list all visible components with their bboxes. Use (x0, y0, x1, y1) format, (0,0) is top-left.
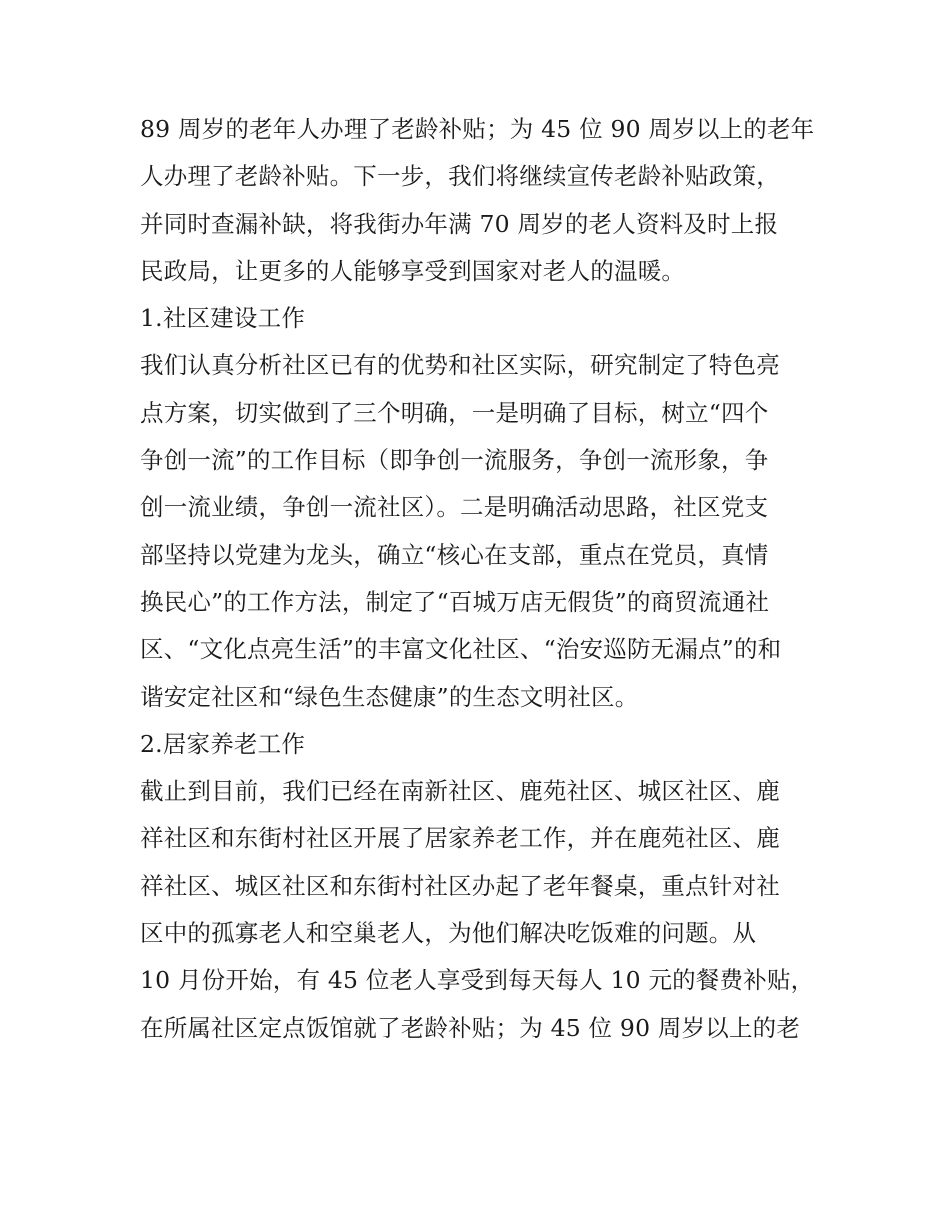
text-line: 创一流业绩，争创一流社区）。二是明确活动思路，社区党支 (140, 493, 769, 522)
text-line: 89 周岁的老年人办理了老龄补贴；为 45 位 90 周岁以上的老年 (140, 115, 815, 143)
text-line: 截止到目前，我们已经在南新社区、鹿苑社区、城区社区、鹿 (140, 777, 780, 806)
section-heading: 1.社区建设工作 (140, 304, 306, 333)
text-line: 区中的孤寡老人和空巢老人，为他们解决吃饭难的问题。从 (140, 919, 757, 948)
section-heading: 2.居家养老工作 (140, 729, 306, 758)
text-line: 民政局，让更多的人能够享受到国家对老人的温暖。 (140, 256, 686, 285)
text-line: 人办理了老龄补贴。下一步，我们将继续宣传老龄补贴政策， (140, 162, 780, 191)
text-line: 祥社区和东街村社区开展了居家养老工作，并在鹿苑社区、鹿 (140, 824, 780, 853)
text-line: 并同时查漏补缺，将我街办年满 70 周岁的老人资料及时上报 (140, 209, 779, 238)
text-line: 部坚持以党建为龙头，确立“核心在支部，重点在党员，真情 (140, 540, 769, 569)
text-line: 祥社区、城区社区和东街村社区办起了老年餐桌，重点针对社 (140, 871, 780, 900)
text-line: 区、“文化点亮生活”的丰富文化社区、“治安巡防无漏点”的和 (140, 635, 782, 664)
text-line: 我们认真分析社区已有的优势和社区实际，研究制定了特色亮 (140, 351, 780, 380)
text-line: 争创一流”的工作目标（即争创一流服务，争创一流形象，争 (140, 446, 769, 475)
body-text (140, 106, 820, 1052)
text-line: 换民心”的工作方法，制定了“百城万店无假货”的商贸流通社 (140, 587, 770, 616)
text-line: 10 月份开始，有 45 位老人享受到每天每人 10 元的餐费补贴， (140, 966, 815, 995)
text-line: 点方案，切实做到了三个明确，一是明确了目标，树立“四个 (140, 398, 769, 427)
text-line: 在所属社区定点饭馆就了老龄补贴；为 45 位 90 周岁以上的老 (140, 1013, 801, 1042)
text-line: 谐安定社区和“绿色生态健康”的生态文明社区。 (140, 682, 639, 711)
